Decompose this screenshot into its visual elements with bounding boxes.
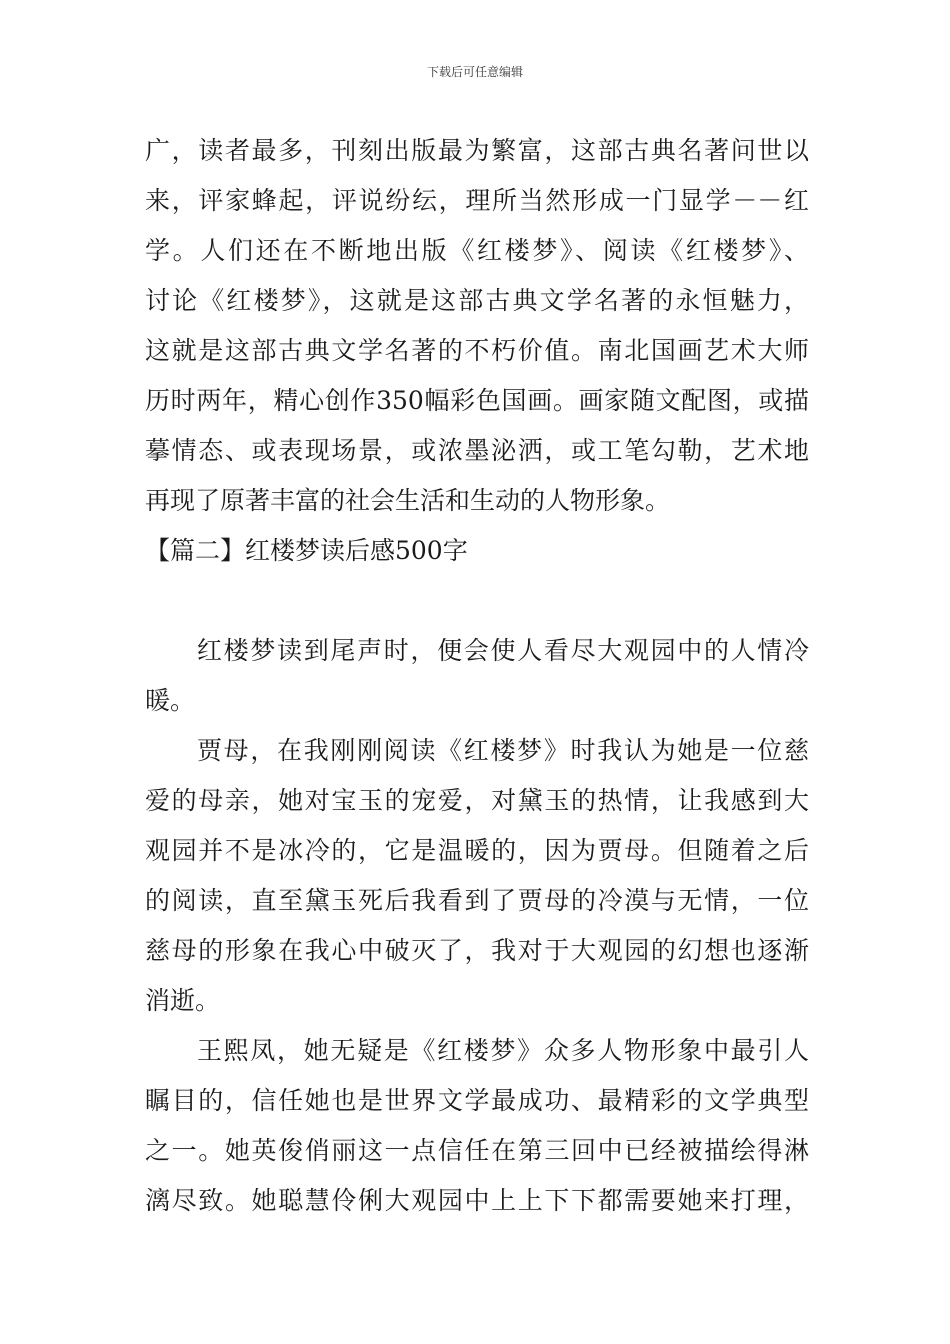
text-line: 瞩目的，信任她也是世界文学最成功、最精彩的文学典型 — [145, 1086, 809, 1115]
text-line: 观园并不是冰冷的，它是温暖的，因为贾母。但随着之后 — [145, 836, 809, 865]
text-line: 漓尽致。她聪慧伶俐大观园中上上下下都需要她来打理， — [145, 1186, 809, 1215]
text-line: 摹情态、或表现场景，或浓墨泌洒，或工笔勾勒，艺术地 — [145, 436, 809, 465]
text-line: 爱的母亲，她对宝玉的宠爱，对黛玉的热情，让我感到大 — [145, 786, 809, 815]
text-line: 王熙凤，她无疑是《红楼梦》众多人物形象中最引人 — [197, 1036, 809, 1065]
text-line: 消逝。 — [145, 986, 221, 1015]
blank-line — [145, 576, 809, 626]
page-header: 下载后可任意编辑 — [426, 65, 523, 79]
text-line: 之一。她英俊俏丽这一点信任在第三回中已经被描绘得淋 — [145, 1136, 809, 1165]
text-line: 再现了原著丰富的社会生活和生动的人物形象。 — [145, 486, 671, 515]
text-line: 贾母，在我刚刚阅读《红楼梦》时我认为她是一位慈 — [197, 736, 809, 765]
text-line: 这就是这部古典文学名著的不朽价值。南北国画艺术大师 — [145, 336, 809, 365]
text-line: 红楼梦读到尾声时，便会使人看尽大观园中的人情冷 — [197, 636, 809, 665]
text-line: 暖。 — [145, 686, 196, 715]
text-line: 慈母的形象在我心中破灭了，我对于大观园的幻想也逐渐 — [145, 936, 809, 965]
paragraph-4 — [145, 1026, 809, 1226]
section-heading: 【篇二】红楼梦读后感500字 — [145, 536, 468, 565]
document-body — [145, 126, 809, 1226]
text-line: 历时两年，精心创作350幅彩色国画。画家随文配图，或描 — [145, 386, 809, 415]
text-line: 的阅读，直至黛玉死后我看到了贾母的冷漠与无情，一位 — [145, 886, 809, 915]
text-line: 讨论《红楼梦》，这就是这部古典文学名著的永恒魅力， — [145, 286, 809, 315]
paragraph-1 — [145, 126, 809, 526]
paragraph-3 — [145, 726, 809, 1026]
text-line: 学。人们还在不断地出版《红楼梦》、阅读《红楼梦》、 — [145, 236, 809, 265]
text-line: 广，读者最多，刊刻出版最为繁富，这部古典名著问世以 — [145, 136, 809, 165]
paragraph-2 — [145, 626, 809, 726]
text-line: 来，评家蜂起，评说纷纭，理所当然形成一门显学－－红 — [145, 186, 809, 215]
